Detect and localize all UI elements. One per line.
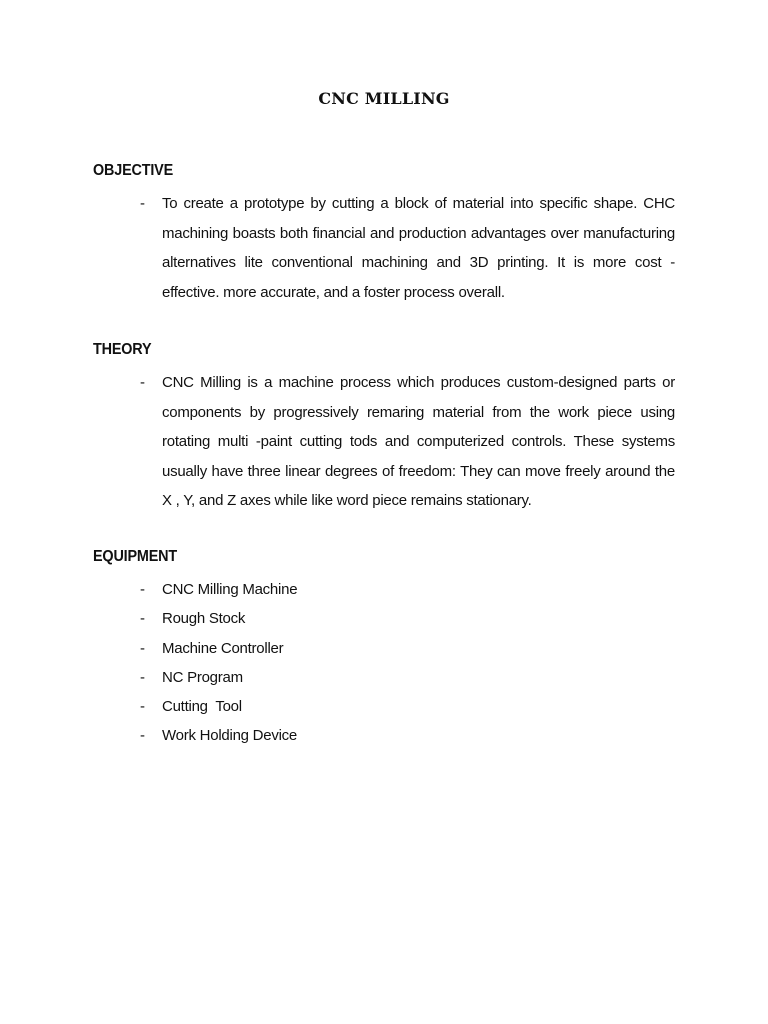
equipment-item-text: Work Holding Device (162, 727, 298, 745)
list-item (93, 575, 675, 604)
list-item (93, 721, 675, 750)
equipment-list (93, 575, 675, 751)
theory-paragraph: CNC Milling is a machine process which produces custom-designed parts or components by progressively remaring material from the work piece using rotating multi -paint cutting tods and computerized controls. These systems usually have three linear degrees of freedom: They can move freely around the X , Y, and Z axes while like word piece remains stationary. (162, 374, 675, 509)
objective-section (93, 160, 675, 307)
bullet-dash: - (140, 668, 145, 686)
bullet-dash: - (140, 639, 145, 657)
list-item (93, 604, 675, 633)
bullet-dash: - (140, 698, 145, 716)
equipment-item-text: NC Program (162, 668, 243, 686)
equipment-item-text: CNC Milling Machine (162, 581, 298, 598)
bullet-dash: - (140, 610, 145, 628)
bullet-dash: - (140, 727, 145, 745)
list-item (93, 692, 675, 721)
bullet-dash: - (140, 195, 145, 212)
bullet-dash: - (140, 374, 145, 391)
objective-paragraph: To create a prototype by cutting a block of material into specific shape. CHC machining boasts both financial and production advantages over manufacturing alternatives lite conventional machining and 3D printing. It is more cost -effective. more accurate, and a foster process overall. (162, 195, 675, 301)
list-item (93, 663, 675, 692)
equipment-heading: EQUIPMENT (93, 548, 177, 565)
equipment-item-text: Rough Stock (162, 610, 246, 628)
equipment-item-text: Cutting Tool (162, 698, 242, 716)
list-item (93, 634, 675, 663)
theory-bullet (93, 368, 675, 516)
bullet-dash: - (140, 581, 145, 598)
document-title: CNC MILLING (318, 89, 450, 108)
equipment-item-text: Machine Controller (162, 639, 284, 657)
equipment-section (93, 546, 675, 751)
objective-bullet (93, 189, 675, 307)
theory-section (93, 339, 675, 516)
objective-heading: OBJECTIVE (93, 162, 174, 179)
theory-heading: THEORY (93, 341, 152, 358)
